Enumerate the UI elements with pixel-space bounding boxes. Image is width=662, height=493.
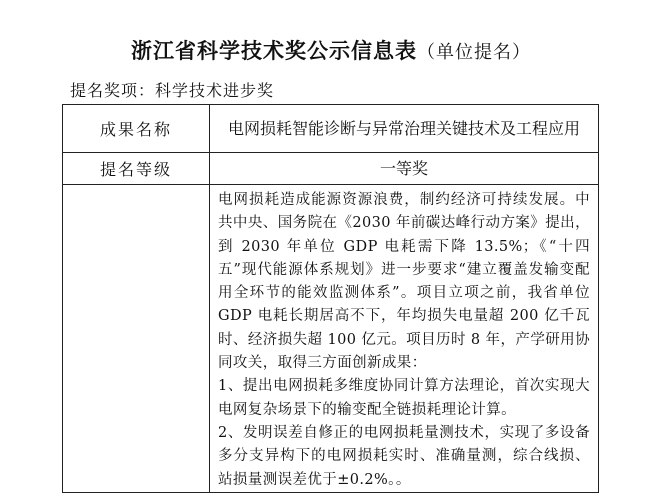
description-cell bbox=[210, 185, 599, 493]
description-paragraph: 电网损耗造成能源资源浪费，制约经济可持续发展。中共中央、国务院在《2030 年前碳达峰行动方案》提出，到 2030 年单位 GDP 电耗需下降 13.5%；《“十四五”现代能源体系规划》进一步要求“建立覆盖发输变配用全环节的能效监测体系”。项目立项之前，我省单位 GDP 电耗长期居高不下，年均损失电量超 200 亿千瓦时、经济损失超 100 亿元。项目历时 8 年，产学研用协同攻关，取得三方面创新成果： bbox=[218, 192, 590, 372]
title-subtitle: （单位提名） bbox=[417, 42, 531, 63]
nomination-level-value: 一等奖 bbox=[210, 153, 599, 185]
nomination-level-label: 提名等级 bbox=[63, 153, 210, 185]
achievement-name-label: 成果名称 bbox=[63, 105, 210, 153]
description-paragraph: 1、提出电网损耗多维度协同计算方法理论，首次实现大电网复杂场景下的输变配全链损耗理论计算。 bbox=[218, 378, 590, 418]
description-label-cell bbox=[63, 185, 210, 493]
page-title bbox=[0, 36, 662, 68]
title-main: 浙江省科学技术奖公示信息表 bbox=[131, 38, 417, 63]
table-row bbox=[63, 105, 599, 153]
description-paragraph: 2、发明误差自修正的电网损耗量测技术，实现了多设备多分支异构下的电网损耗实时、准确量测，综合线损、站损量测误差优于±0.2%。。 bbox=[218, 424, 590, 488]
achievement-name-value: 电网损耗智能诊断与异常治理关键技术及工程应用 bbox=[210, 105, 599, 153]
table-row bbox=[63, 185, 599, 493]
description-text bbox=[210, 185, 598, 492]
table-row bbox=[63, 153, 599, 185]
info-table bbox=[62, 104, 599, 493]
award-type-line: 提名奖项：科学技术进步奖 bbox=[70, 81, 275, 100]
